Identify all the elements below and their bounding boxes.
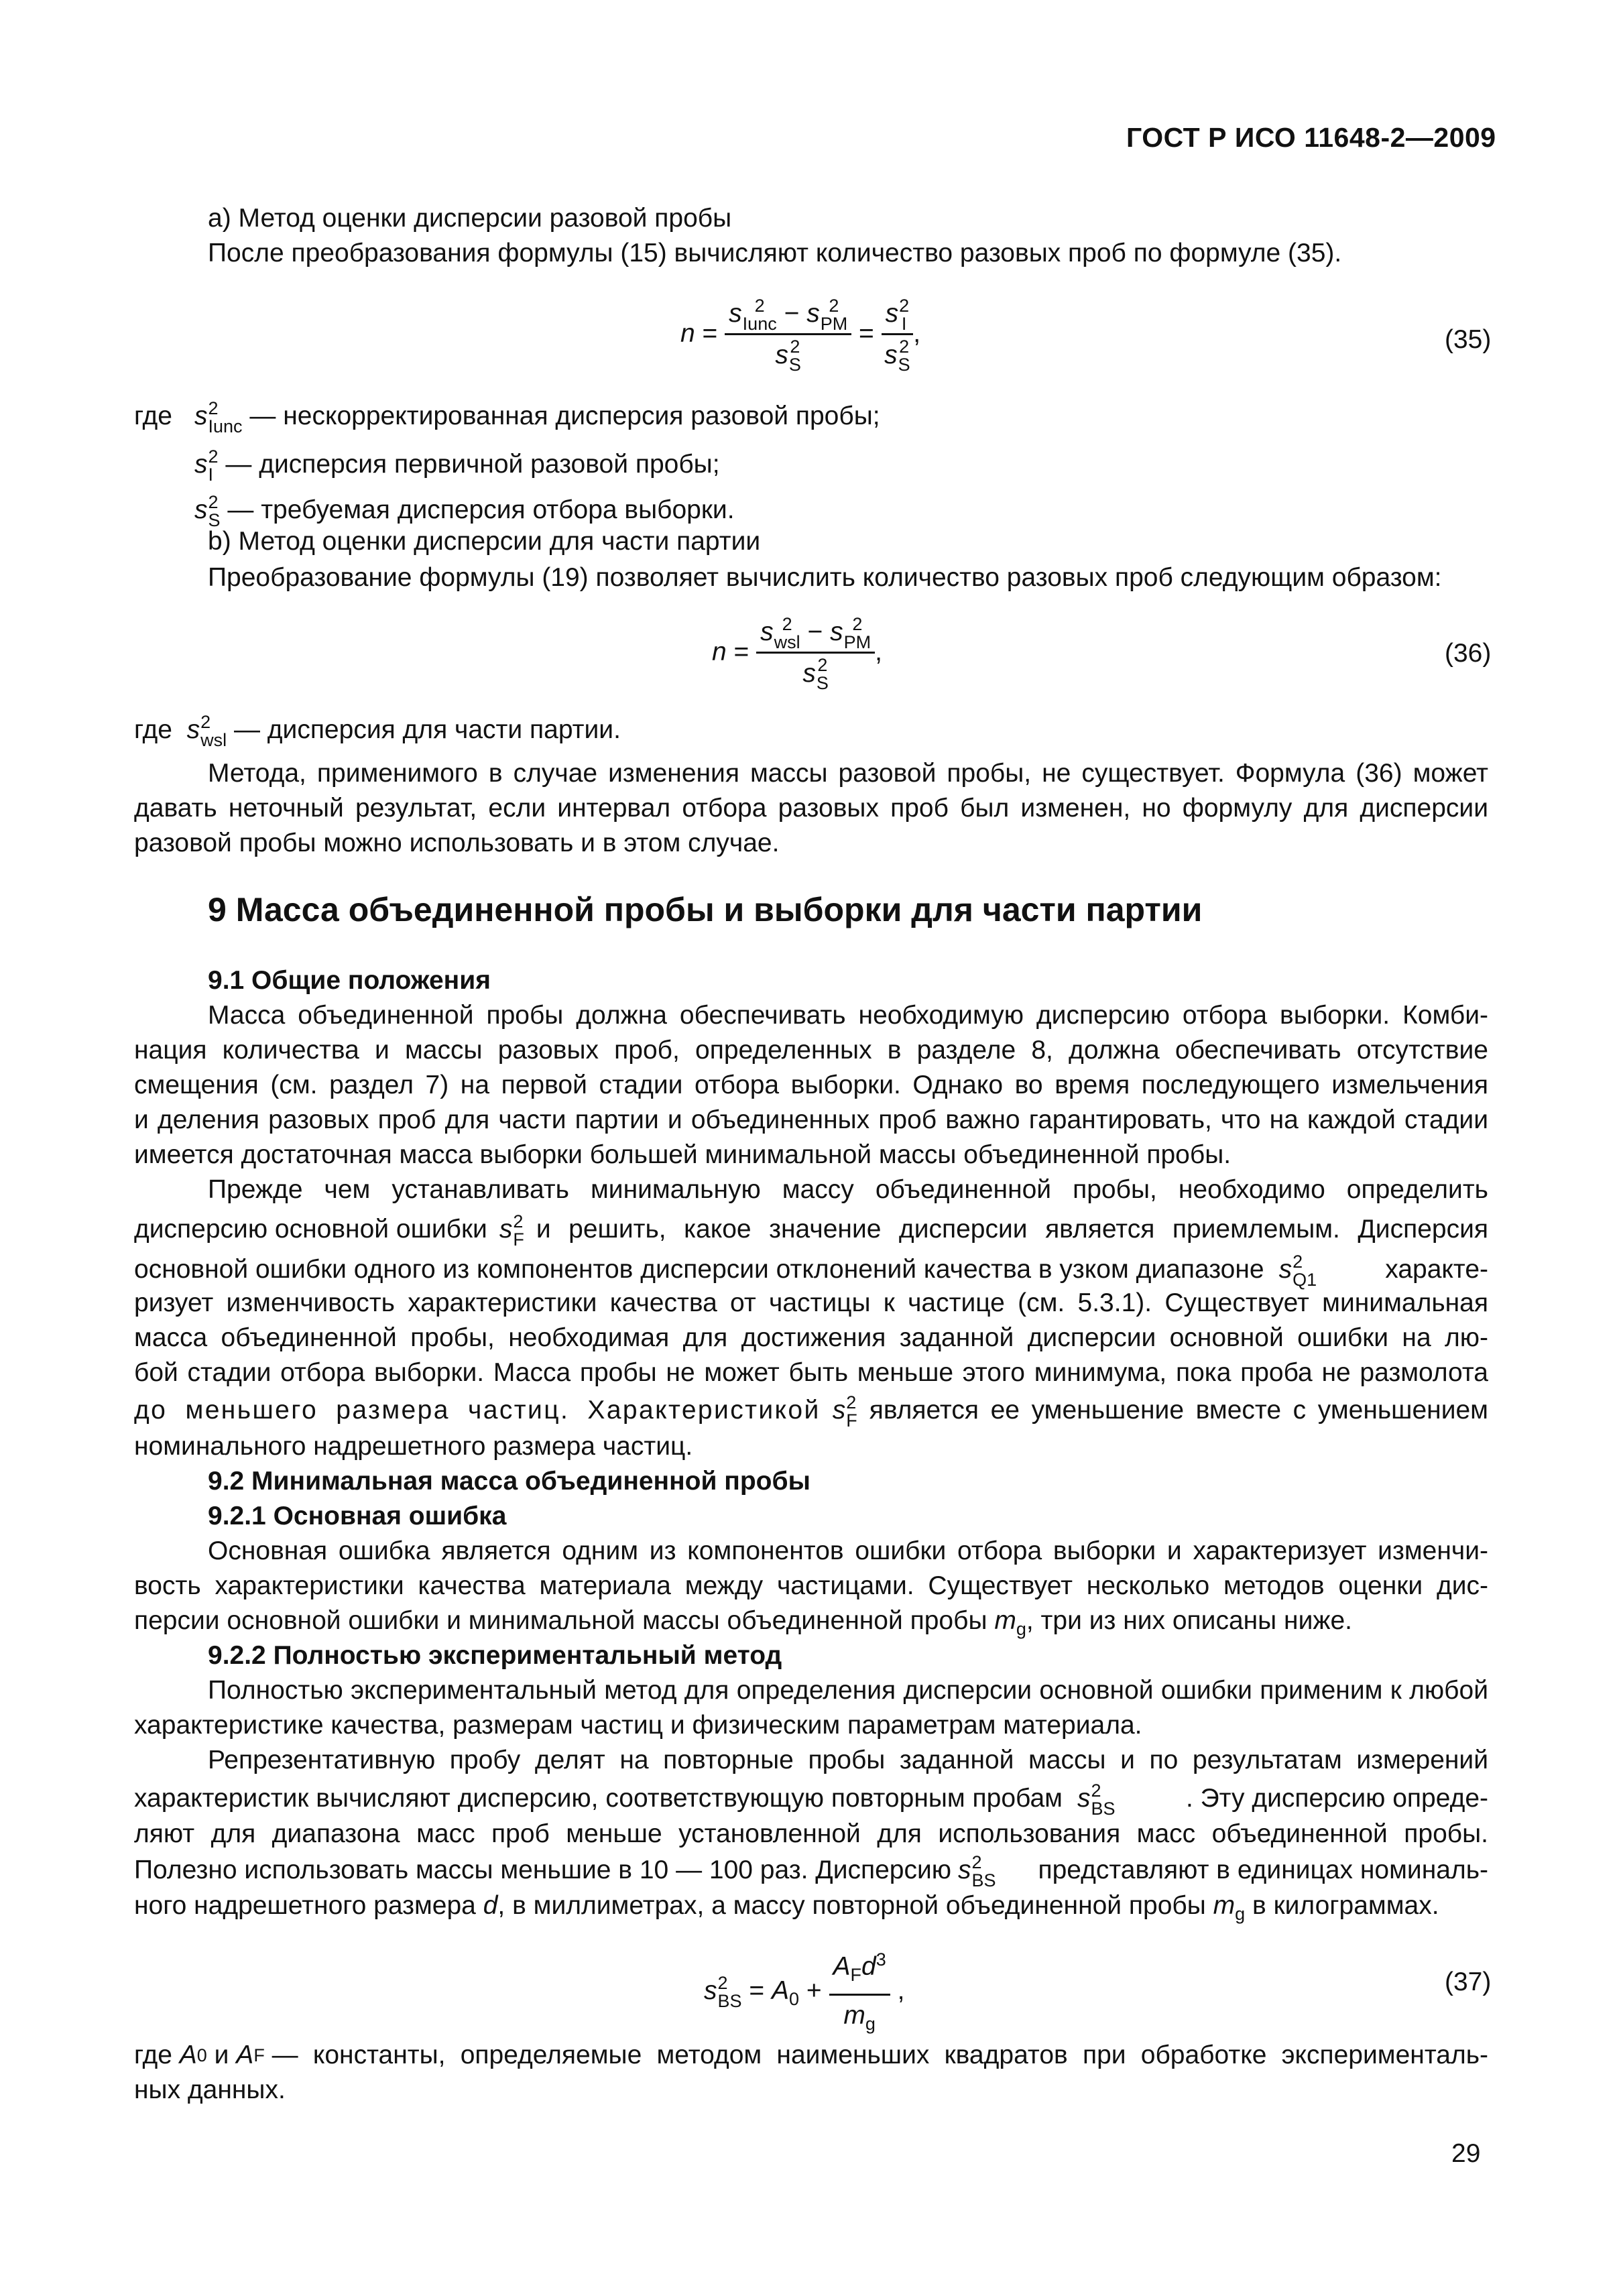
s922-where-line-2: ных данных. bbox=[134, 2075, 286, 2104]
document-header: ГОСТ Р ИСО 11648-2—2009 bbox=[1126, 122, 1496, 153]
equation-number-35: (35) bbox=[1445, 325, 1492, 354]
s91-p1-line-1: Масса объединенной пробы должна обеспечивать необходимую дисперсию отбора выборки. Комби- bbox=[208, 1001, 1488, 1030]
s91-p1-line-5: имеется достаточная масса выборки большей минимальной массы объединенной пробы. bbox=[134, 1140, 1231, 1169]
section-9-title: 9 Масса объединенной пробы и выборки для части партии bbox=[208, 891, 1203, 928]
definition-s-iunc: s 2 Iunc — нескорректированная дисперсия разовой пробы; bbox=[194, 398, 880, 436]
definition-s-s: s 2 S — требуемая дисперсия отбора выборки. bbox=[194, 491, 735, 530]
method-b-paragraph-line-2: давать неточный результат, если интервал отбора разовых проб был изменен, но формулу для дисперсии bbox=[134, 794, 1488, 823]
section-9-2-1-title: 9.2.1 Основная ошибка bbox=[208, 1502, 507, 1530]
s921-line-3: персии основной ошибки и минимальной массы объединенной пробы $m_g$, три из них описаны ниже. bbox=[134, 1606, 1352, 1639]
section-9-2-2-title: 9.2.2 Полностью экспериментальный метод bbox=[208, 1641, 782, 1670]
s922-p1-line-2: характеристике качества, размерам частиц и физическим параметрам материала. bbox=[134, 1711, 1142, 1740]
s91-p2-line-8: номинального надрешетного размера частиц. bbox=[134, 1432, 693, 1461]
s91-p1-line-3: смещения (см. раздел 7) на первой стадии отбора выборки. Однако во время последующего измельчения bbox=[134, 1071, 1488, 1099]
definition-s-wsl: где s 2 wsl — дисперсия для части партии. bbox=[134, 711, 621, 750]
section-9-2-title: 9.2 Минимальная масса объединенной пробы bbox=[208, 1467, 810, 1496]
where-label-35: где bbox=[134, 402, 172, 430]
s921-line-2: вость характеристики качества материала между частицами. Существует несколько методов оценки дис- bbox=[134, 1571, 1488, 1600]
s922-where-line-1: где A 0 и A F — константы, определяемые методом наименьших квадратов при обработке эксперименталь- bbox=[134, 2041, 1488, 2069]
definition-s-i: s 2 I — дисперсия первичной разовой пробы; bbox=[194, 446, 720, 485]
s91-p1-line-4: и деления разовых проб для части партии и объединенных проб важно гарантировать, что на каждой стадии bbox=[134, 1105, 1488, 1134]
s91-p2-line-4: ризует изменчивость характеристики качества от частицы к частице (см. 5.3.1). Существует минимальная bbox=[134, 1288, 1488, 1317]
s91-p2-line-5: масса объединенной пробы, необходимая для достижения заданной дисперсии основной ошибки на лю- bbox=[134, 1323, 1488, 1352]
method-b-title: b) Метод оценки дисперсии для части партии bbox=[208, 527, 761, 556]
s91-p1-line-2: нация количества и массы разовых проб, определенных в разделе 8, должна обеспечивать отсутствие bbox=[134, 1036, 1488, 1065]
formula-36: n = s 2 wsl − s 2 PM s 2 S , bbox=[712, 613, 882, 694]
method-b-paragraph-line-3: разовой пробы можно использовать и в этом случае. bbox=[134, 829, 780, 857]
s922-p1-line-1: Полностью экспериментальный метод для определения дисперсии основной ошибки применим к любой bbox=[208, 1676, 1488, 1705]
s922-p2-line-2: характеристик вычисляют дисперсию, соответствующую повторным пробам s 2 BS . Эту дисперсию опреде- bbox=[134, 1780, 1488, 1819]
formula-37: s 2 BS = $A_0$ + $\frac{A_Fd^3}{m_g}$ , bbox=[704, 1941, 904, 2044]
method-b-paragraph-line-1: Метода, применимого в случае изменения массы разовой пробы, не существует. Формула (36) может bbox=[208, 759, 1488, 788]
s91-p2-line-1: Прежде чем устанавливать минимальную массу объединенной пробы, необходимо определить bbox=[208, 1175, 1488, 1204]
equation-number-37: (37) bbox=[1445, 1968, 1492, 1996]
s922-p2-line-3: ляют для диапазона масс проб меньше установленной для использования масс объединенной пробы. bbox=[134, 1819, 1488, 1848]
section-9-1-title: 9.1 Общие положения bbox=[208, 966, 491, 995]
s922-p2-line-1: Репрезентативную пробу делят на повторные пробы заданной массы и по результатам измерений bbox=[208, 1746, 1488, 1774]
method-a-intro: После преобразования формулы (15) вычисляют количество разовых проб по формуле (35). bbox=[208, 239, 1342, 267]
s91-p2-line-2: дисперсию основной ошибки s 2 F и решить, какое значение дисперсии является приемлемым. Дисперсия bbox=[134, 1211, 1488, 1250]
s91-p2-line-7: до меньшего размера частиц. Характеристикой s 2 F является ее уменьшение вместе с уменьшением bbox=[134, 1392, 1488, 1431]
page-number: 29 bbox=[1451, 2139, 1481, 2168]
method-a-title: а) Метод оценки дисперсии разовой пробы bbox=[208, 204, 732, 233]
s922-p2-line-5: ного надрешетного размера d, в миллиметрах, а массу повторной объединенной пробы $m_g$ в килограммах. bbox=[134, 1891, 1439, 1924]
method-b-intro: Преобразование формулы (19) позволяет вычислить количество разовых проб следующим образом: bbox=[208, 563, 1442, 592]
formula-35: n = s 2 Iunc − s 2 PM s 2 S = s 2 I s 2 S , bbox=[680, 295, 921, 375]
s922-p2-line-4: Полезно использовать массы меньшие в 10 — 100 раз. Дисперсию s 2 BS представляют в единицах номиналь- bbox=[134, 1852, 1488, 1890]
s921-line-1: Основная ошибка является одним из компонентов ошибки отбора выборки и характеризует изменчи- bbox=[208, 1536, 1488, 1565]
equation-number-36: (36) bbox=[1445, 639, 1492, 668]
s91-p2-line-3: основной ошибки одного из компонентов дисперсии отклонений качества в узком диапазоне s 2 Q1 характе- bbox=[134, 1251, 1488, 1290]
s91-p2-line-6: бой стадии отбора выборки. Масса пробы не может быть меньше этого минимума, пока проба не размолота bbox=[134, 1358, 1488, 1387]
